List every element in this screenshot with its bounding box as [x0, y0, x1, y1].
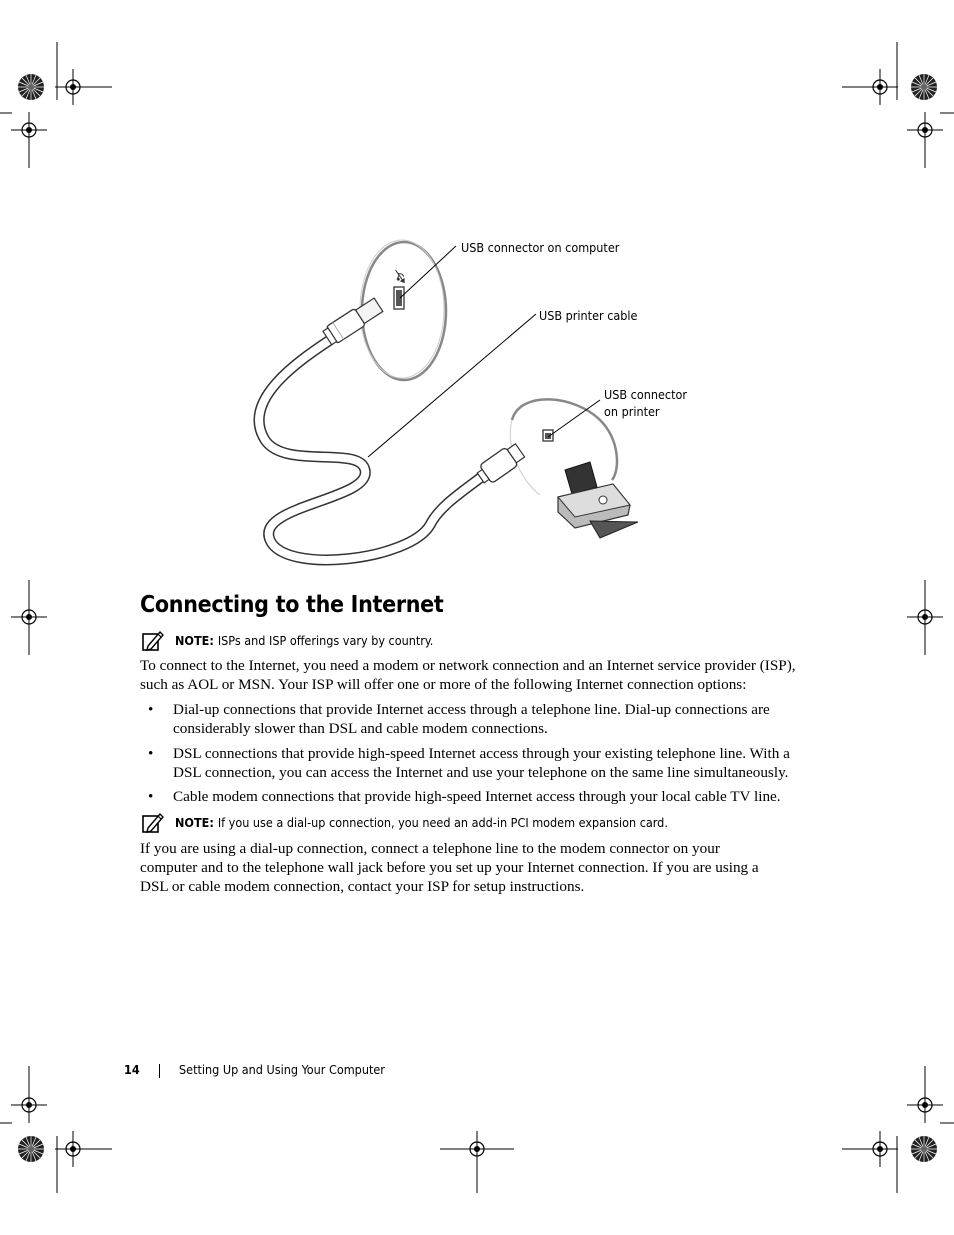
starburst-mark [18, 1136, 44, 1162]
registration-cross [907, 112, 943, 148]
registration-cross [862, 69, 898, 105]
note-label: NOTE: [175, 633, 214, 648]
section-heading: Connecting to the Internet [140, 592, 444, 618]
callout-usb-printer-line1: USB connector [604, 387, 687, 402]
usb-cable [259, 340, 488, 560]
note-pencil-icon [142, 812, 164, 834]
list-item [173, 787, 823, 806]
registration-cross [11, 112, 47, 148]
callout-usb-cable: USB printer cable [539, 308, 638, 323]
registration-cross [907, 1087, 943, 1123]
callout-usb-computer: USB connector on computer [461, 240, 620, 255]
printer-illustration [558, 462, 638, 538]
list-item-line: Dial-up connections that provide Internet access through a telephone line. Dial-up connections are [173, 701, 770, 718]
note-text: If you use a dial-up connection, you need an add-in PCI modem expansion card. [217, 815, 668, 830]
note-label: NOTE: [175, 815, 214, 830]
usb-b-plug [474, 441, 526, 487]
list-item [173, 700, 823, 738]
list-item-line: Cable modem connections that provide high-speed Internet access through your local cable TV line. [173, 788, 781, 805]
starburst-mark [911, 74, 937, 100]
footer-divider [159, 1064, 160, 1078]
registration-cross [11, 1087, 47, 1123]
note-pencil-icon [142, 630, 164, 652]
paragraph-line: such as AOL or MSN. Your ISP will offer one or more of the following Internet connection options: [140, 676, 747, 693]
callout-usb-printer-line2: on printer [604, 404, 660, 419]
bullet-marker: • [148, 745, 154, 762]
paragraph-line: To connect to the Internet, you need a modem or network connection and an Internet service provider (ISP), [140, 657, 796, 674]
intro-paragraph [140, 656, 820, 694]
closing-paragraph [140, 839, 820, 896]
list-item-line: considerably slower than DSL and cable modem connections. [173, 720, 548, 737]
registration-cross [907, 599, 943, 635]
starburst-mark [911, 1136, 937, 1162]
printer-port-circle [512, 399, 617, 480]
paragraph-line: DSL or cable modem connection, contact your ISP for setup instructions. [140, 878, 585, 895]
starburst-mark [18, 74, 44, 100]
note-2 [140, 815, 820, 837]
list-item-line: DSL connection, you can access the Internet and use your telephone on the same line simultaneously. [173, 764, 789, 781]
note-1 [140, 633, 820, 655]
registration-cross [459, 1131, 495, 1167]
page-number: 14 [124, 1062, 140, 1077]
registration-cross [862, 1131, 898, 1167]
bullet-marker: • [148, 701, 154, 718]
paragraph-line: computer and to the telephone wall jack before you set up your Internet connection. If you are using a [140, 859, 759, 876]
list-item [173, 744, 823, 782]
note-text: ISPs and ISP offerings vary by country. [217, 633, 434, 648]
list-item-line: DSL connections that provide high-speed Internet access through your existing telephone line. With a [173, 745, 790, 762]
footer-section-title: Setting Up and Using Your Computer [179, 1062, 385, 1077]
paragraph-line: If you are using a dial-up connection, connect a telephone line to the modem connector on your [140, 840, 720, 857]
registration-cross [11, 599, 47, 635]
bullet-marker: • [148, 788, 154, 805]
